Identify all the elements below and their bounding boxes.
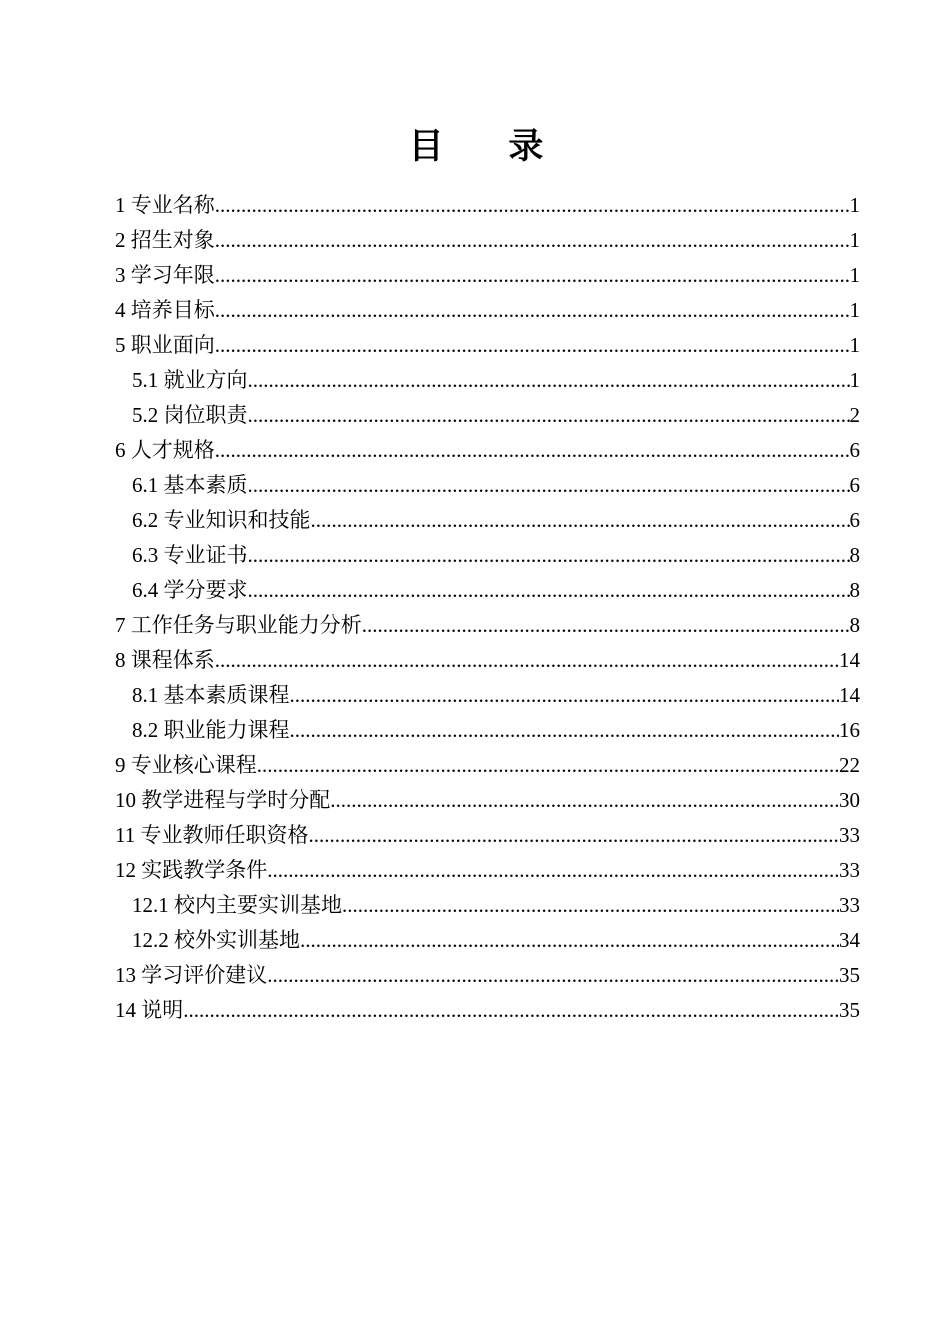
dot-leader [362,608,850,643]
toc-title: 目 录 [408,127,572,166]
toc-entry-label: 12.2 校外实训基地 [132,928,300,952]
toc-page-number: 35 [839,963,860,987]
dot-leader [215,258,850,293]
toc-entry-12-1[interactable] [115,888,860,923]
toc-entry-10[interactable] [115,783,860,818]
toc-entry-label: 3 学习年限 [115,263,215,287]
toc-entry-label: 11 专业教师任职资格 [115,823,309,847]
dot-leader [248,573,850,608]
toc-entry-label: 12 实践教学条件 [115,858,268,882]
toc-entry-label: 5.2 岗位职责 [132,403,248,427]
toc-entry-5[interactable] [115,328,860,363]
toc-entry-8-1[interactable] [115,678,860,713]
toc-entry-label: 8.1 基本素质课程 [132,683,290,707]
toc-entry-12[interactable] [115,853,860,888]
dot-leader [267,958,839,993]
toc-entry-11[interactable] [115,818,860,853]
toc-entry-label: 4 培养目标 [115,298,215,322]
toc-entry-label: 6 人才规格 [115,438,215,462]
toc-entry-6-2[interactable] [115,503,860,538]
toc-page-number: 6 [849,473,860,497]
toc-page-number: 2 [849,403,860,427]
toc-entry-5-2[interactable] [115,398,860,433]
toc-page-number: 30 [839,788,860,812]
dot-leader [308,818,839,853]
toc-page-number: 1 [849,193,860,217]
toc-entry-12-2[interactable] [115,923,860,958]
toc-page-number: 1 [849,228,860,252]
dot-leader [311,503,850,538]
toc-entry-label: 14 说明 [115,998,184,1022]
toc-entry-3[interactable] [115,258,860,293]
dot-leader [290,713,840,748]
toc-page-number: 14 [839,648,860,672]
toc-page-number: 1 [849,333,860,357]
toc-entry-label: 9 专业核心课程 [115,753,257,777]
dot-leader [300,923,839,958]
dot-leader [342,888,839,923]
toc-entry-4[interactable] [115,293,860,328]
toc-entry-6-3[interactable] [115,538,860,573]
toc-entry-label: 13 学习评价建议 [115,963,268,987]
dot-leader [248,538,850,573]
toc-entry-7[interactable] [115,608,860,643]
toc-entry-label: 6.2 专业知识和技能 [132,508,311,532]
toc-entry-label: 8 课程体系 [115,648,215,672]
toc-entry-label: 12.1 校内主要实训基地 [132,893,342,917]
dot-leader [248,398,850,433]
toc-page-number: 33 [839,893,860,917]
toc-page-number: 16 [839,718,860,742]
toc-page-number: 8 [849,613,860,637]
toc-page-number: 35 [839,998,860,1022]
toc-entry-2[interactable] [115,223,860,258]
toc-entry-8-2[interactable] [115,713,860,748]
toc-page-number: 34 [839,928,860,952]
dot-leader [257,748,839,783]
dot-leader [183,993,839,1028]
toc-entry-5-1[interactable] [115,363,860,398]
toc-page-number: 6 [849,438,860,462]
toc-entry-label: 10 教学进程与学时分配 [115,788,331,812]
dot-leader [248,363,850,398]
table-of-contents [115,188,860,1028]
toc-page-number: 14 [839,683,860,707]
toc-entry-label: 6.4 学分要求 [132,578,248,602]
toc-entry-13[interactable] [115,958,860,993]
toc-entry-label: 8.2 职业能力课程 [132,718,290,742]
toc-page-number: 33 [839,858,860,882]
dot-leader [290,678,840,713]
dot-leader [330,783,839,818]
toc-page-number: 1 [849,368,860,392]
toc-entry-6-1[interactable] [115,468,860,503]
toc-entry-label: 6.3 专业证书 [132,543,248,567]
toc-entry-label: 5 职业面向 [115,333,215,357]
toc-entry-9[interactable] [115,748,860,783]
toc-entry-14[interactable] [115,993,860,1028]
toc-entry-6-4[interactable] [115,573,860,608]
toc-entry-label: 2 招生对象 [115,228,215,252]
toc-entry-1[interactable] [115,188,860,223]
toc-entry-label: 7 工作任务与职业能力分析 [115,613,362,637]
toc-page-number: 22 [839,753,860,777]
toc-page-number: 8 [849,543,860,567]
toc-entry-label: 6.1 基本素质 [132,473,248,497]
toc-page-number: 1 [849,263,860,287]
toc-page-number: 1 [849,298,860,322]
dot-leader [215,643,839,678]
toc-entry-label: 5.1 就业方向 [132,368,248,392]
toc-page-number: 6 [849,508,860,532]
dot-leader [215,223,850,258]
toc-page-number: 33 [839,823,860,847]
dot-leader [248,468,850,503]
toc-page-number: 8 [849,578,860,602]
dot-leader [215,433,850,468]
toc-entry-8[interactable] [115,643,860,678]
dot-leader [215,328,850,363]
dot-leader [215,188,850,223]
toc-entry-6[interactable] [115,433,860,468]
dot-leader [267,853,839,888]
toc-entry-label: 1 专业名称 [115,193,215,217]
dot-leader [215,293,850,328]
